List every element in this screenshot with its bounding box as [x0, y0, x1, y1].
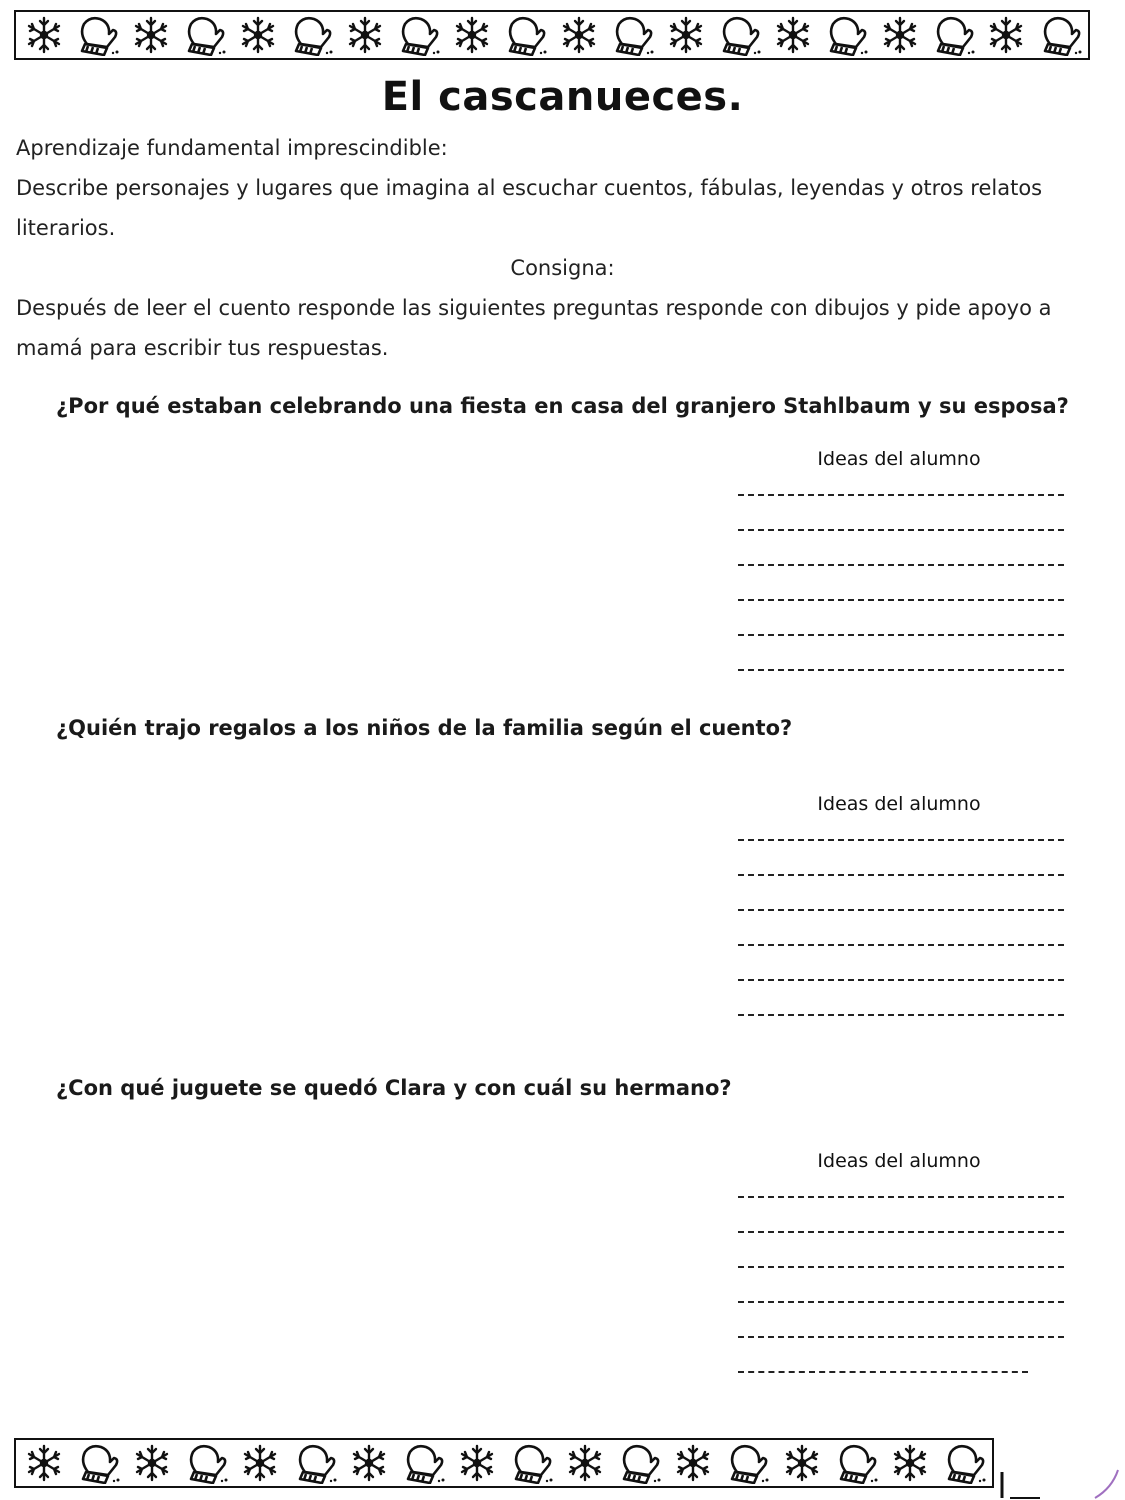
answer-area-1[interactable] — [738, 448, 1068, 671]
snowflake-icon — [669, 1442, 717, 1484]
answer-line[interactable] — [738, 1196, 1064, 1198]
answer-line[interactable] — [738, 599, 1064, 601]
answer-line[interactable] — [738, 564, 1064, 566]
snowflake-icon — [769, 14, 817, 56]
snowflake-icon — [561, 1442, 609, 1484]
snowflake-icon — [448, 14, 496, 56]
snowflake-icon — [555, 14, 603, 56]
snowflake-icon — [982, 14, 1030, 56]
mitten-icon — [287, 14, 335, 56]
mitten-icon — [182, 1442, 230, 1484]
answer-area-3[interactable] — [738, 1150, 1068, 1373]
mitten-icon — [723, 1442, 771, 1484]
mitten-icon — [501, 14, 549, 56]
snowflake-icon — [341, 14, 389, 56]
snowflake-icon — [20, 14, 68, 56]
corner-decoration — [1000, 1440, 1122, 1500]
mitten-icon — [715, 14, 763, 56]
mitten-icon — [608, 14, 656, 56]
mitten-icon — [399, 1442, 447, 1484]
answer-line[interactable] — [738, 909, 1064, 911]
answer-line[interactable] — [738, 1231, 1064, 1233]
answer-line[interactable] — [738, 634, 1064, 636]
ideas-label-3: Ideas del alumno — [817, 1150, 981, 1172]
mitten-icon — [940, 1442, 988, 1484]
answer-line[interactable] — [738, 1336, 1064, 1338]
question-3: ¿Con qué juguete se quedó Clara y con cuál su hermano? — [56, 1076, 732, 1100]
question-2: ¿Quién trajo regalos a los niños de la familia según el cuento? — [56, 716, 793, 740]
answer-line[interactable] — [738, 979, 1064, 981]
snowflake-icon — [876, 14, 924, 56]
snowflake-icon — [453, 1442, 501, 1484]
answer-line[interactable] — [738, 944, 1064, 946]
mitten-icon — [832, 1442, 880, 1484]
question-1: ¿Por qué estaban celebrando una fiesta en casa del granjero Stahlbaum y su esposa? — [56, 394, 1069, 418]
answer-line[interactable] — [738, 529, 1064, 531]
mitten-icon — [394, 14, 442, 56]
mitten-icon — [180, 14, 228, 56]
snowflake-icon — [778, 1442, 826, 1484]
mitten-icon — [929, 14, 977, 56]
answer-line[interactable] — [738, 1014, 1064, 1016]
answer-line[interactable] — [738, 1301, 1064, 1303]
snowflake-icon — [20, 1442, 68, 1484]
mitten-icon — [74, 1442, 122, 1484]
snowflake-icon — [662, 14, 710, 56]
consigna-label: Consigna: — [510, 256, 615, 280]
answer-line[interactable] — [738, 669, 1064, 671]
snowflake-icon — [236, 1442, 284, 1484]
mitten-icon — [615, 1442, 663, 1484]
answer-line[interactable] — [738, 839, 1064, 841]
ideas-label-2: Ideas del alumno — [817, 793, 981, 815]
snowflake-icon — [345, 1442, 393, 1484]
answer-line[interactable] — [738, 1371, 1028, 1373]
answer-line[interactable] — [738, 874, 1064, 876]
mitten-icon — [291, 1442, 339, 1484]
snowflake-icon — [127, 14, 175, 56]
answer-line[interactable] — [738, 494, 1064, 496]
mitten-icon — [73, 14, 121, 56]
snowflake-icon — [128, 1442, 176, 1484]
snowflake-icon — [886, 1442, 934, 1484]
consigna-text: Después de leer el cuento responde las siguientes preguntas responde con dibujos y pide apoyo a mamá para escribir tus respuestas. — [16, 296, 1052, 360]
aprendizaje-text: Describe personajes y lugares que imagina al escuchar cuentos, fábulas, leyendas y otros relatos literarios. — [16, 176, 1043, 240]
ideas-label-1: Ideas del alumno — [817, 448, 981, 470]
page-title: El cascanueces. — [381, 74, 744, 120]
top-decorative-border — [14, 10, 1090, 60]
bottom-decorative-border — [14, 1438, 994, 1488]
mitten-icon — [822, 14, 870, 56]
mitten-icon — [1036, 14, 1084, 56]
snowflake-icon — [234, 14, 282, 56]
aprendizaje-label: Aprendizaje fundamental imprescindible: — [16, 136, 448, 160]
mitten-icon — [507, 1442, 555, 1484]
answer-line[interactable] — [738, 1266, 1064, 1268]
answer-area-2[interactable] — [738, 793, 1068, 1016]
